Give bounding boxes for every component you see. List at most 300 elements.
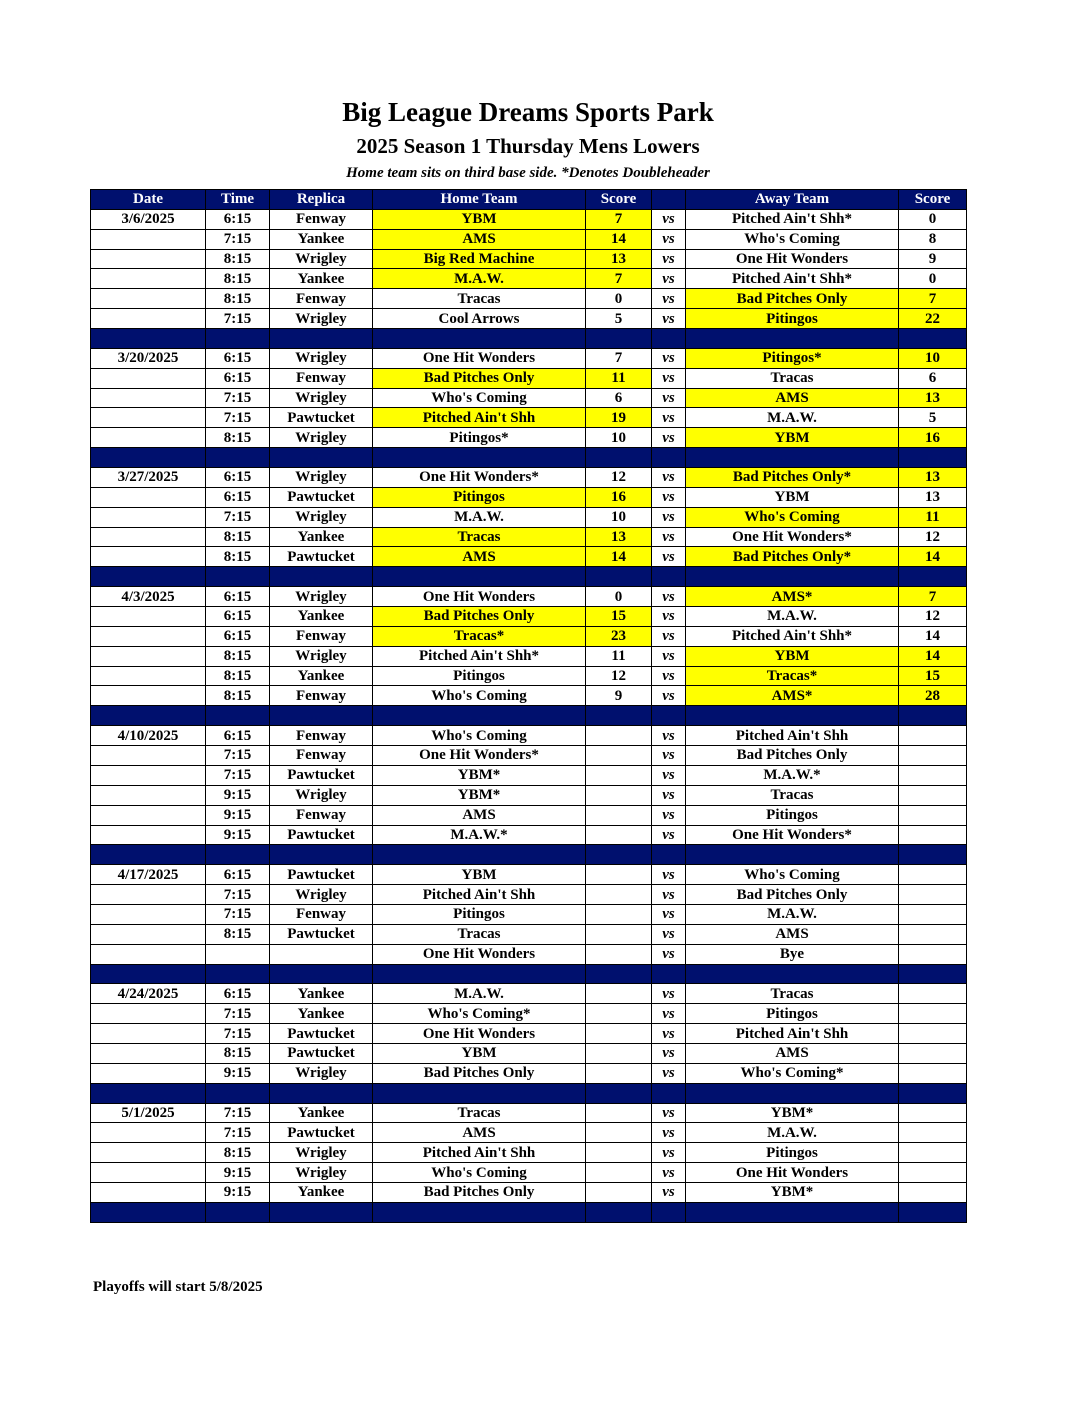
table-row xyxy=(91,1043,967,1063)
replica-cell: Pawtucket xyxy=(270,765,373,785)
date-cell xyxy=(91,249,206,269)
home-score-cell xyxy=(586,726,652,746)
home-team-cell: Tracas* xyxy=(373,626,586,646)
home-team-cell: M.A.W. xyxy=(373,984,586,1004)
column-header-home-score: Score xyxy=(586,190,652,210)
home-score-cell: 9 xyxy=(586,686,652,706)
away-score-cell: 14 xyxy=(899,626,967,646)
separator-cell xyxy=(373,1083,586,1103)
vs-cell: vs xyxy=(652,626,686,646)
home-score-cell: 12 xyxy=(586,666,652,686)
date-cell xyxy=(91,229,206,249)
away-score-cell xyxy=(899,865,967,885)
home-score-cell xyxy=(586,805,652,825)
replica-cell: Yankee xyxy=(270,607,373,627)
home-score-cell xyxy=(586,865,652,885)
away-team-cell: Bad Pitches Only* xyxy=(686,547,899,567)
home-team-cell: Pitched Ain't Shh xyxy=(373,885,586,905)
away-score-cell: 7 xyxy=(899,587,967,607)
away-score-cell: 22 xyxy=(899,309,967,329)
table-row xyxy=(91,249,967,269)
time-cell: 8:15 xyxy=(206,428,270,448)
time-cell: 9:15 xyxy=(206,825,270,845)
time-cell: 7:15 xyxy=(206,765,270,785)
date-cell xyxy=(91,626,206,646)
separator-cell xyxy=(652,329,686,349)
replica-cell: Yankee xyxy=(270,1182,373,1202)
away-score-cell xyxy=(899,984,967,1004)
home-team-cell: Tracas xyxy=(373,1103,586,1123)
vs-cell: vs xyxy=(652,269,686,289)
away-team-cell: Tracas xyxy=(686,368,899,388)
schedule-table xyxy=(90,189,967,1223)
separator-cell xyxy=(586,706,652,726)
column-header-away-score: Score xyxy=(899,190,967,210)
separator-cell xyxy=(270,567,373,587)
home-score-cell xyxy=(586,1123,652,1143)
time-cell: 6:15 xyxy=(206,587,270,607)
home-team-cell: One Hit Wonders* xyxy=(373,468,586,488)
time-cell: 6:15 xyxy=(206,368,270,388)
date-cell xyxy=(91,547,206,567)
away-team-cell: Pitched Ain't Shh* xyxy=(686,209,899,229)
date-cell: 4/24/2025 xyxy=(91,984,206,1004)
vs-cell: vs xyxy=(652,944,686,964)
away-team-cell: One Hit Wonders xyxy=(686,249,899,269)
away-score-cell xyxy=(899,746,967,766)
home-score-cell: 13 xyxy=(586,249,652,269)
separator-cell xyxy=(206,845,270,865)
separator-cell xyxy=(206,448,270,468)
home-score-cell: 11 xyxy=(586,646,652,666)
replica-cell: Wrigley xyxy=(270,885,373,905)
home-score-cell xyxy=(586,984,652,1004)
home-score-cell: 10 xyxy=(586,507,652,527)
separator-cell xyxy=(586,567,652,587)
time-cell: 8:15 xyxy=(206,1043,270,1063)
home-score-cell xyxy=(586,885,652,905)
table-row xyxy=(91,487,967,507)
replica-cell: Wrigley xyxy=(270,428,373,448)
date-cell xyxy=(91,805,206,825)
away-score-cell xyxy=(899,805,967,825)
date-cell xyxy=(91,388,206,408)
home-team-cell: One Hit Wonders xyxy=(373,348,586,368)
vs-cell: vs xyxy=(652,984,686,1004)
table-row xyxy=(91,1004,967,1024)
table-row xyxy=(91,1103,967,1123)
schedule-body xyxy=(91,209,967,1222)
week-separator-row xyxy=(91,1083,967,1103)
time-cell: 7:15 xyxy=(206,408,270,428)
replica-cell: Wrigley xyxy=(270,507,373,527)
table-row xyxy=(91,825,967,845)
table-row xyxy=(91,904,967,924)
separator-cell xyxy=(652,1083,686,1103)
separator-cell xyxy=(373,567,586,587)
table-row xyxy=(91,368,967,388)
away-score-cell: 28 xyxy=(899,686,967,706)
away-team-cell: Pitingos xyxy=(686,1143,899,1163)
vs-cell: vs xyxy=(652,388,686,408)
away-team-cell: M.A.W. xyxy=(686,1123,899,1143)
table-row xyxy=(91,785,967,805)
time-cell: 7:15 xyxy=(206,309,270,329)
replica-cell: Pawtucket xyxy=(270,408,373,428)
page-title: Big League Dreams Sports Park xyxy=(342,97,714,127)
home-score-cell: 14 xyxy=(586,229,652,249)
time-cell: 6:15 xyxy=(206,209,270,229)
separator-cell xyxy=(270,448,373,468)
separator-cell xyxy=(899,1202,967,1222)
away-team-cell: Pitingos xyxy=(686,805,899,825)
away-team-cell: Bad Pitches Only xyxy=(686,289,899,309)
away-team-cell: M.A.W. xyxy=(686,408,899,428)
date-cell xyxy=(91,904,206,924)
away-score-cell: 14 xyxy=(899,547,967,567)
vs-cell: vs xyxy=(652,1143,686,1163)
vs-cell: vs xyxy=(652,1103,686,1123)
home-score-cell xyxy=(586,904,652,924)
separator-cell xyxy=(91,1083,206,1103)
away-score-cell: 12 xyxy=(899,527,967,547)
column-header-vs xyxy=(652,190,686,210)
separator-cell xyxy=(686,845,899,865)
vs-cell: vs xyxy=(652,746,686,766)
home-score-cell: 23 xyxy=(586,626,652,646)
separator-cell xyxy=(899,706,967,726)
away-team-cell: Pitingos xyxy=(686,1004,899,1024)
away-team-cell: Who's Coming* xyxy=(686,1063,899,1083)
vs-cell: vs xyxy=(652,587,686,607)
away-team-cell: YBM xyxy=(686,428,899,448)
separator-cell xyxy=(91,567,206,587)
date-cell xyxy=(91,487,206,507)
home-score-cell: 13 xyxy=(586,527,652,547)
away-team-cell: M.A.W. xyxy=(686,904,899,924)
week-separator-row xyxy=(91,567,967,587)
separator-cell xyxy=(586,448,652,468)
home-team-cell: Bad Pitches Only xyxy=(373,607,586,627)
separator-cell xyxy=(270,1202,373,1222)
vs-cell: vs xyxy=(652,726,686,746)
replica-cell: Yankee xyxy=(270,1004,373,1024)
date-cell xyxy=(91,666,206,686)
vs-cell: vs xyxy=(652,468,686,488)
column-header-home-team: Home Team xyxy=(373,190,586,210)
separator-cell xyxy=(270,964,373,984)
vs-cell: vs xyxy=(652,1004,686,1024)
date-cell xyxy=(91,1182,206,1202)
replica-cell: Wrigley xyxy=(270,249,373,269)
home-team-cell: M.A.W. xyxy=(373,507,586,527)
vs-cell: vs xyxy=(652,904,686,924)
time-cell: 8:15 xyxy=(206,249,270,269)
away-team-cell: YBM xyxy=(686,646,899,666)
table-row xyxy=(91,348,967,368)
date-cell: 5/1/2025 xyxy=(91,1103,206,1123)
replica-cell: Wrigley xyxy=(270,388,373,408)
away-score-cell: 16 xyxy=(899,428,967,448)
vs-cell: vs xyxy=(652,1163,686,1183)
home-team-cell: Who's Coming xyxy=(373,686,586,706)
date-cell xyxy=(91,289,206,309)
home-score-cell xyxy=(586,1143,652,1163)
table-row xyxy=(91,765,967,785)
replica-cell: Fenway xyxy=(270,904,373,924)
home-team-cell: Who's Coming xyxy=(373,388,586,408)
replica-cell: Fenway xyxy=(270,289,373,309)
vs-cell: vs xyxy=(652,1182,686,1202)
time-cell: 7:15 xyxy=(206,885,270,905)
time-cell: 8:15 xyxy=(206,269,270,289)
away-score-cell xyxy=(899,1004,967,1024)
vs-cell: vs xyxy=(652,348,686,368)
home-score-cell xyxy=(586,1024,652,1044)
away-team-cell: YBM xyxy=(686,487,899,507)
separator-cell xyxy=(899,448,967,468)
date-cell xyxy=(91,507,206,527)
away-team-cell: M.A.W.* xyxy=(686,765,899,785)
home-score-cell: 7 xyxy=(586,348,652,368)
separator-cell xyxy=(206,1202,270,1222)
vs-cell: vs xyxy=(652,805,686,825)
replica-cell: Pawtucket xyxy=(270,1024,373,1044)
replica-cell: Yankee xyxy=(270,229,373,249)
separator-cell xyxy=(206,964,270,984)
home-score-cell: 12 xyxy=(586,468,652,488)
date-cell xyxy=(91,269,206,289)
date-cell xyxy=(91,686,206,706)
time-cell: 7:15 xyxy=(206,1004,270,1024)
away-team-cell: Who's Coming xyxy=(686,865,899,885)
time-cell: 8:15 xyxy=(206,547,270,567)
time-cell: 9:15 xyxy=(206,1163,270,1183)
separator-cell xyxy=(686,1083,899,1103)
home-team-cell: Tracas xyxy=(373,527,586,547)
separator-cell xyxy=(91,329,206,349)
replica-cell: Pawtucket xyxy=(270,924,373,944)
time-cell: 6:15 xyxy=(206,607,270,627)
date-cell xyxy=(91,746,206,766)
vs-cell: vs xyxy=(652,924,686,944)
vs-cell: vs xyxy=(652,1063,686,1083)
replica-cell: Pawtucket xyxy=(270,487,373,507)
replica-cell: Yankee xyxy=(270,984,373,1004)
time-cell: 6:15 xyxy=(206,468,270,488)
date-cell xyxy=(91,1123,206,1143)
away-team-cell: Pitched Ain't Shh xyxy=(686,726,899,746)
separator-cell xyxy=(373,1202,586,1222)
time-cell: 7:15 xyxy=(206,1024,270,1044)
separator-cell xyxy=(206,567,270,587)
date-cell xyxy=(91,785,206,805)
home-team-cell: Pitingos xyxy=(373,904,586,924)
table-row xyxy=(91,944,967,964)
home-team-cell: YBM xyxy=(373,209,586,229)
vs-cell: vs xyxy=(652,408,686,428)
home-score-cell: 19 xyxy=(586,408,652,428)
time-cell: 8:15 xyxy=(206,686,270,706)
table-row xyxy=(91,547,967,567)
home-team-cell: Who's Coming* xyxy=(373,1004,586,1024)
home-team-cell: One Hit Wonders xyxy=(373,1024,586,1044)
date-cell xyxy=(91,1024,206,1044)
away-score-cell xyxy=(899,825,967,845)
away-score-cell: 6 xyxy=(899,368,967,388)
time-cell: 6:15 xyxy=(206,487,270,507)
table-row xyxy=(91,507,967,527)
separator-cell xyxy=(373,448,586,468)
replica-cell: Wrigley xyxy=(270,646,373,666)
vs-cell: vs xyxy=(652,646,686,666)
away-score-cell xyxy=(899,904,967,924)
date-cell xyxy=(91,885,206,905)
away-team-cell: Who's Coming xyxy=(686,507,899,527)
separator-cell xyxy=(270,706,373,726)
time-cell: 8:15 xyxy=(206,646,270,666)
separator-cell xyxy=(652,567,686,587)
table-row xyxy=(91,1163,967,1183)
away-team-cell: One Hit Wonders* xyxy=(686,825,899,845)
home-score-cell xyxy=(586,1004,652,1024)
away-score-cell xyxy=(899,944,967,964)
away-score-cell: 13 xyxy=(899,487,967,507)
time-cell: 8:15 xyxy=(206,666,270,686)
away-team-cell: YBM* xyxy=(686,1103,899,1123)
away-score-cell xyxy=(899,726,967,746)
replica-cell: Wrigley xyxy=(270,348,373,368)
date-cell xyxy=(91,924,206,944)
home-score-cell: 10 xyxy=(586,428,652,448)
replica-cell: Fenway xyxy=(270,209,373,229)
vs-cell: vs xyxy=(652,666,686,686)
vs-cell: vs xyxy=(652,368,686,388)
table-row xyxy=(91,1024,967,1044)
away-team-cell: Bad Pitches Only xyxy=(686,885,899,905)
table-row xyxy=(91,1063,967,1083)
separator-cell xyxy=(91,964,206,984)
separator-cell xyxy=(586,845,652,865)
separator-cell xyxy=(91,706,206,726)
vs-cell: vs xyxy=(652,249,686,269)
table-row xyxy=(91,209,967,229)
table-row xyxy=(91,587,967,607)
home-team-cell: AMS xyxy=(373,1123,586,1143)
week-separator-row xyxy=(91,448,967,468)
date-cell xyxy=(91,368,206,388)
separator-cell xyxy=(899,329,967,349)
away-team-cell: M.A.W. xyxy=(686,607,899,627)
time-cell: 6:15 xyxy=(206,348,270,368)
separator-cell xyxy=(652,845,686,865)
time-cell: 9:15 xyxy=(206,805,270,825)
separator-cell xyxy=(206,706,270,726)
home-team-cell: Tracas xyxy=(373,289,586,309)
table-row xyxy=(91,885,967,905)
home-team-cell: M.A.W. xyxy=(373,269,586,289)
time-cell: 7:15 xyxy=(206,388,270,408)
table-row xyxy=(91,309,967,329)
date-cell xyxy=(91,527,206,547)
home-team-cell: M.A.W.* xyxy=(373,825,586,845)
separator-cell xyxy=(586,964,652,984)
vs-cell: vs xyxy=(652,487,686,507)
separator-cell xyxy=(206,329,270,349)
time-cell: 8:15 xyxy=(206,1143,270,1163)
replica-cell: Fenway xyxy=(270,368,373,388)
home-team-cell: AMS xyxy=(373,229,586,249)
date-cell xyxy=(91,1063,206,1083)
table-row xyxy=(91,527,967,547)
vs-cell: vs xyxy=(652,507,686,527)
week-separator-row xyxy=(91,329,967,349)
replica-cell: Wrigley xyxy=(270,1143,373,1163)
date-cell xyxy=(91,408,206,428)
home-score-cell xyxy=(586,1063,652,1083)
away-score-cell: 12 xyxy=(899,607,967,627)
table-row xyxy=(91,1123,967,1143)
time-cell: 8:15 xyxy=(206,289,270,309)
away-score-cell xyxy=(899,885,967,905)
replica-cell: Pawtucket xyxy=(270,865,373,885)
home-score-cell: 11 xyxy=(586,368,652,388)
separator-cell xyxy=(373,845,586,865)
separator-cell xyxy=(373,329,586,349)
vs-cell: vs xyxy=(652,229,686,249)
table-row xyxy=(91,289,967,309)
separator-cell xyxy=(899,845,967,865)
away-score-cell: 9 xyxy=(899,249,967,269)
vs-cell: vs xyxy=(652,885,686,905)
away-team-cell: Bad Pitches Only* xyxy=(686,468,899,488)
away-team-cell: Pitingos* xyxy=(686,348,899,368)
away-score-cell: 0 xyxy=(899,269,967,289)
home-score-cell xyxy=(586,1163,652,1183)
away-team-cell: Who's Coming xyxy=(686,229,899,249)
separator-cell xyxy=(270,329,373,349)
date-cell xyxy=(91,309,206,329)
replica-cell: Fenway xyxy=(270,626,373,646)
away-score-cell xyxy=(899,785,967,805)
away-team-cell: AMS xyxy=(686,1043,899,1063)
away-team-cell: AMS xyxy=(686,924,899,944)
table-row xyxy=(91,646,967,666)
away-score-cell xyxy=(899,1063,967,1083)
time-cell: 6:15 xyxy=(206,865,270,885)
vs-cell: vs xyxy=(652,686,686,706)
time-cell: 7:15 xyxy=(206,1103,270,1123)
home-team-cell: Pitched Ain't Shh xyxy=(373,1143,586,1163)
home-score-cell xyxy=(586,924,652,944)
time-cell: 8:15 xyxy=(206,924,270,944)
home-score-cell xyxy=(586,825,652,845)
separator-cell xyxy=(270,845,373,865)
home-score-cell: 7 xyxy=(586,209,652,229)
away-team-cell: AMS* xyxy=(686,587,899,607)
replica-cell: Fenway xyxy=(270,805,373,825)
separator-cell xyxy=(686,448,899,468)
replica-cell: Wrigley xyxy=(270,587,373,607)
separator-cell xyxy=(899,567,967,587)
table-row xyxy=(91,1143,967,1163)
replica-cell: Fenway xyxy=(270,686,373,706)
time-cell: 6:15 xyxy=(206,984,270,1004)
vs-cell: vs xyxy=(652,765,686,785)
time-cell: 9:15 xyxy=(206,785,270,805)
away-score-cell xyxy=(899,1024,967,1044)
vs-cell: vs xyxy=(652,1043,686,1063)
